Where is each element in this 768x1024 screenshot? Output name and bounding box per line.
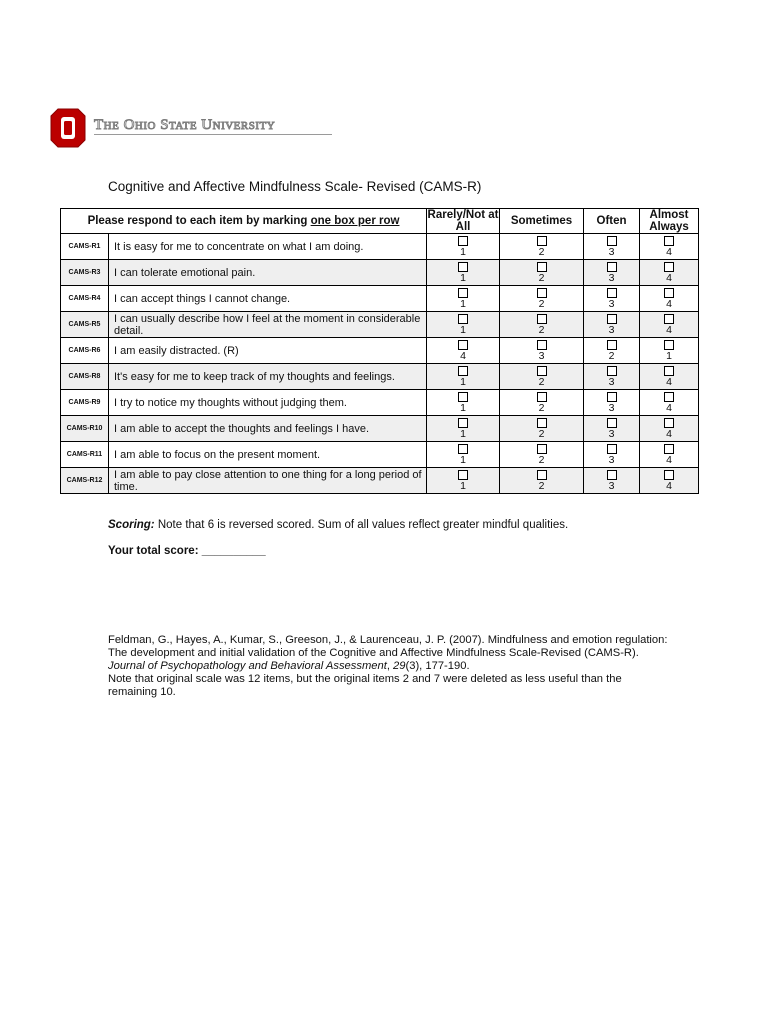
response-value: 2 xyxy=(538,324,545,336)
response-option xyxy=(584,416,640,442)
table-row xyxy=(61,390,699,416)
response-value: 2 xyxy=(538,272,545,284)
response-checkbox[interactable] xyxy=(607,236,617,246)
response-checkbox[interactable] xyxy=(537,444,547,454)
response-option xyxy=(584,468,640,494)
response-value: 4 xyxy=(666,324,672,336)
response-option xyxy=(640,260,699,286)
response-checkbox[interactable] xyxy=(664,236,674,246)
column-header-sometimes: Sometimes xyxy=(500,209,584,234)
response-value: 1 xyxy=(460,246,466,258)
response-checkbox[interactable] xyxy=(607,340,617,350)
response-checkbox[interactable] xyxy=(607,444,617,454)
response-option xyxy=(640,234,699,260)
response-checkbox[interactable] xyxy=(664,314,674,324)
response-checkbox[interactable] xyxy=(537,418,547,428)
item-code: CAMS-R12 xyxy=(61,468,109,494)
item-code: CAMS-R9 xyxy=(61,390,109,416)
item-text: It is easy for me to concentrate on what I am doing. xyxy=(109,234,427,260)
item-text: I can tolerate emotional pain. xyxy=(109,260,427,286)
table-row xyxy=(61,442,699,468)
response-option xyxy=(427,260,500,286)
response-checkbox[interactable] xyxy=(458,444,468,454)
response-value: 2 xyxy=(538,402,545,414)
item-code: CAMS-R8 xyxy=(61,364,109,390)
logo-underline xyxy=(94,134,332,135)
response-value: 3 xyxy=(608,402,615,414)
response-value: 4 xyxy=(666,272,672,284)
response-value: 1 xyxy=(460,428,466,440)
response-checkbox[interactable] xyxy=(664,366,674,376)
column-header-rarely: Rarely/Not at All xyxy=(427,209,499,233)
response-value: 3 xyxy=(608,454,615,466)
response-checkbox[interactable] xyxy=(458,236,468,246)
response-value: 2 xyxy=(538,298,545,310)
response-option xyxy=(584,234,640,260)
response-option xyxy=(500,390,584,416)
response-option xyxy=(584,442,640,468)
item-text: I am able to accept the thoughts and feelings I have. xyxy=(109,416,427,442)
response-checkbox[interactable] xyxy=(664,470,674,480)
university-logo xyxy=(50,108,275,148)
response-value: 4 xyxy=(666,480,672,492)
response-value: 3 xyxy=(608,324,615,336)
citation-volume: 29 xyxy=(393,660,406,672)
response-checkbox[interactable] xyxy=(607,418,617,428)
questionnaire-table xyxy=(60,208,699,494)
response-value: 1 xyxy=(460,324,466,336)
response-checkbox[interactable] xyxy=(664,288,674,298)
item-text: I can usually describe how I feel at the moment in considerable detail. xyxy=(109,312,427,338)
table-row xyxy=(61,416,699,442)
response-option xyxy=(427,312,500,338)
item-text: It's easy for me to keep track of my thoughts and feelings. xyxy=(109,364,427,390)
response-option xyxy=(640,286,699,312)
response-checkbox[interactable] xyxy=(537,288,547,298)
response-checkbox[interactable] xyxy=(458,470,468,480)
response-option xyxy=(427,234,500,260)
citation-journal: Journal of Psychopathology and Behavioral Assessment xyxy=(108,660,387,672)
table-row xyxy=(61,286,699,312)
response-checkbox[interactable] xyxy=(607,314,617,324)
response-option xyxy=(500,312,584,338)
response-option xyxy=(584,260,640,286)
response-checkbox[interactable] xyxy=(537,470,547,480)
response-checkbox[interactable] xyxy=(664,392,674,402)
block-o-logo-icon xyxy=(50,108,86,148)
item-text: I try to notice my thoughts without judging them. xyxy=(109,390,427,416)
response-value: 1 xyxy=(460,376,466,388)
response-option xyxy=(427,338,500,364)
scoring-label: Scoring: xyxy=(108,519,155,531)
response-option xyxy=(640,338,699,364)
response-value: 1 xyxy=(460,454,466,466)
table-row xyxy=(61,338,699,364)
item-text: I am able to focus on the present moment. xyxy=(109,442,427,468)
item-code: CAMS-R6 xyxy=(61,338,109,364)
response-value: 4 xyxy=(666,376,672,388)
response-option xyxy=(500,364,584,390)
response-checkbox[interactable] xyxy=(458,340,468,350)
instruction-header xyxy=(61,209,427,234)
response-checkbox[interactable] xyxy=(458,262,468,272)
table-row xyxy=(61,312,699,338)
response-checkbox[interactable] xyxy=(664,340,674,350)
item-text: I am easily distracted. (R) xyxy=(109,338,427,364)
response-checkbox[interactable] xyxy=(537,262,547,272)
response-checkbox[interactable] xyxy=(664,418,674,428)
response-option xyxy=(427,390,500,416)
response-value: 4 xyxy=(666,428,672,440)
table-body xyxy=(61,234,699,494)
table-row xyxy=(61,234,699,260)
citation-separator: , xyxy=(386,660,394,672)
response-option xyxy=(584,286,640,312)
response-value: 2 xyxy=(538,246,545,258)
response-value: 4 xyxy=(666,454,672,466)
item-code: CAMS-R10 xyxy=(61,416,109,442)
document-title: Cognitive and Affective Mindfulness Scale- Revised (CAMS-R) xyxy=(108,179,482,194)
citation-pages: (3), 177-190. xyxy=(405,660,470,672)
response-checkbox[interactable] xyxy=(537,314,547,324)
response-value: 2 xyxy=(608,350,615,362)
response-option xyxy=(584,364,640,390)
item-code: CAMS-R11 xyxy=(61,442,109,468)
response-option xyxy=(500,234,584,260)
response-checkbox[interactable] xyxy=(537,366,547,376)
response-checkbox[interactable] xyxy=(537,236,547,246)
response-value: 3 xyxy=(608,246,615,258)
response-checkbox[interactable] xyxy=(458,392,468,402)
response-value: 2 xyxy=(538,480,545,492)
response-checkbox[interactable] xyxy=(537,392,547,402)
response-checkbox[interactable] xyxy=(607,262,617,272)
response-option xyxy=(500,442,584,468)
response-checkbox[interactable] xyxy=(607,288,617,298)
table-row xyxy=(61,260,699,286)
response-checkbox[interactable] xyxy=(458,418,468,428)
response-option xyxy=(640,364,699,390)
response-option xyxy=(640,468,699,494)
response-checkbox[interactable] xyxy=(664,444,674,454)
item-text: I am able to pay close attention to one thing for a long period of time. xyxy=(109,468,427,494)
response-option xyxy=(640,312,699,338)
response-value: 4 xyxy=(666,298,672,310)
response-option xyxy=(427,468,500,494)
response-value: 3 xyxy=(608,298,615,310)
response-value: 2 xyxy=(538,454,545,466)
response-checkbox[interactable] xyxy=(607,366,617,376)
item-code: CAMS-R1 xyxy=(61,234,109,260)
column-header-often: Often xyxy=(584,209,640,234)
response-option xyxy=(640,390,699,416)
response-value: 1 xyxy=(460,480,466,492)
response-checkbox[interactable] xyxy=(458,288,468,298)
response-option xyxy=(427,416,500,442)
response-value: 3 xyxy=(608,428,615,440)
response-option xyxy=(500,338,584,364)
response-option xyxy=(500,416,584,442)
response-option xyxy=(584,338,640,364)
item-code: CAMS-R4 xyxy=(61,286,109,312)
response-checkbox[interactable] xyxy=(607,392,617,402)
response-option xyxy=(584,390,640,416)
response-value: 1 xyxy=(460,272,466,284)
response-option xyxy=(640,416,699,442)
response-option xyxy=(640,442,699,468)
response-value: 3 xyxy=(608,480,615,492)
item-code: CAMS-R3 xyxy=(61,260,109,286)
response-option xyxy=(500,286,584,312)
scoring-note xyxy=(108,519,568,531)
item-text: I can accept things I cannot change. xyxy=(109,286,427,312)
response-value: 4 xyxy=(460,350,466,362)
scoring-text: Note that 6 is reversed scored. Sum of all values reflect greater mindful qualities. xyxy=(154,519,569,531)
response-option xyxy=(584,312,640,338)
response-value: 3 xyxy=(608,272,615,284)
response-checkbox[interactable] xyxy=(458,314,468,324)
response-value: 1 xyxy=(460,298,466,310)
response-value: 2 xyxy=(538,428,545,440)
university-name: The Ohio State University xyxy=(94,116,276,133)
response-value: 4 xyxy=(666,402,672,414)
table-header-row xyxy=(61,209,699,234)
table-row xyxy=(61,468,699,494)
response-value: 4 xyxy=(666,246,672,258)
response-option xyxy=(427,364,500,390)
response-value: 1 xyxy=(666,350,672,362)
response-option xyxy=(427,442,500,468)
item-code: CAMS-R5 xyxy=(61,312,109,338)
response-value: 2 xyxy=(538,376,545,388)
response-value: 1 xyxy=(460,402,466,414)
response-value: 3 xyxy=(538,350,545,362)
table-row xyxy=(61,364,699,390)
response-option xyxy=(427,286,500,312)
instruction-emphasis: one box per row xyxy=(310,215,400,227)
citation-text: Feldman, G., Hayes, A., Kumar, S., Greeson, J., & Laurenceau, J. P. (2007). Mindfulness and emotion regulation: The development and initial validation of the Cognitive and Affective Mindfulness Scale-Revised (CAMS-R). xyxy=(108,634,668,659)
response-option xyxy=(500,260,584,286)
total-score-field[interactable]: Your total score: __________ xyxy=(108,545,266,557)
response-checkbox[interactable] xyxy=(537,340,547,350)
citation-note: Note that original scale was 12 items, but the original items 2 and 7 were deleted as less useful than the remaining 10. xyxy=(108,673,622,698)
reference-citation xyxy=(108,634,668,699)
response-value: 3 xyxy=(608,376,615,388)
response-checkbox[interactable] xyxy=(664,262,674,272)
response-checkbox[interactable] xyxy=(607,470,617,480)
response-option xyxy=(500,468,584,494)
response-checkbox[interactable] xyxy=(458,366,468,376)
column-header-almost-always: Almost Always xyxy=(640,209,699,234)
instruction-text: Please respond to each item by marking xyxy=(87,215,311,227)
